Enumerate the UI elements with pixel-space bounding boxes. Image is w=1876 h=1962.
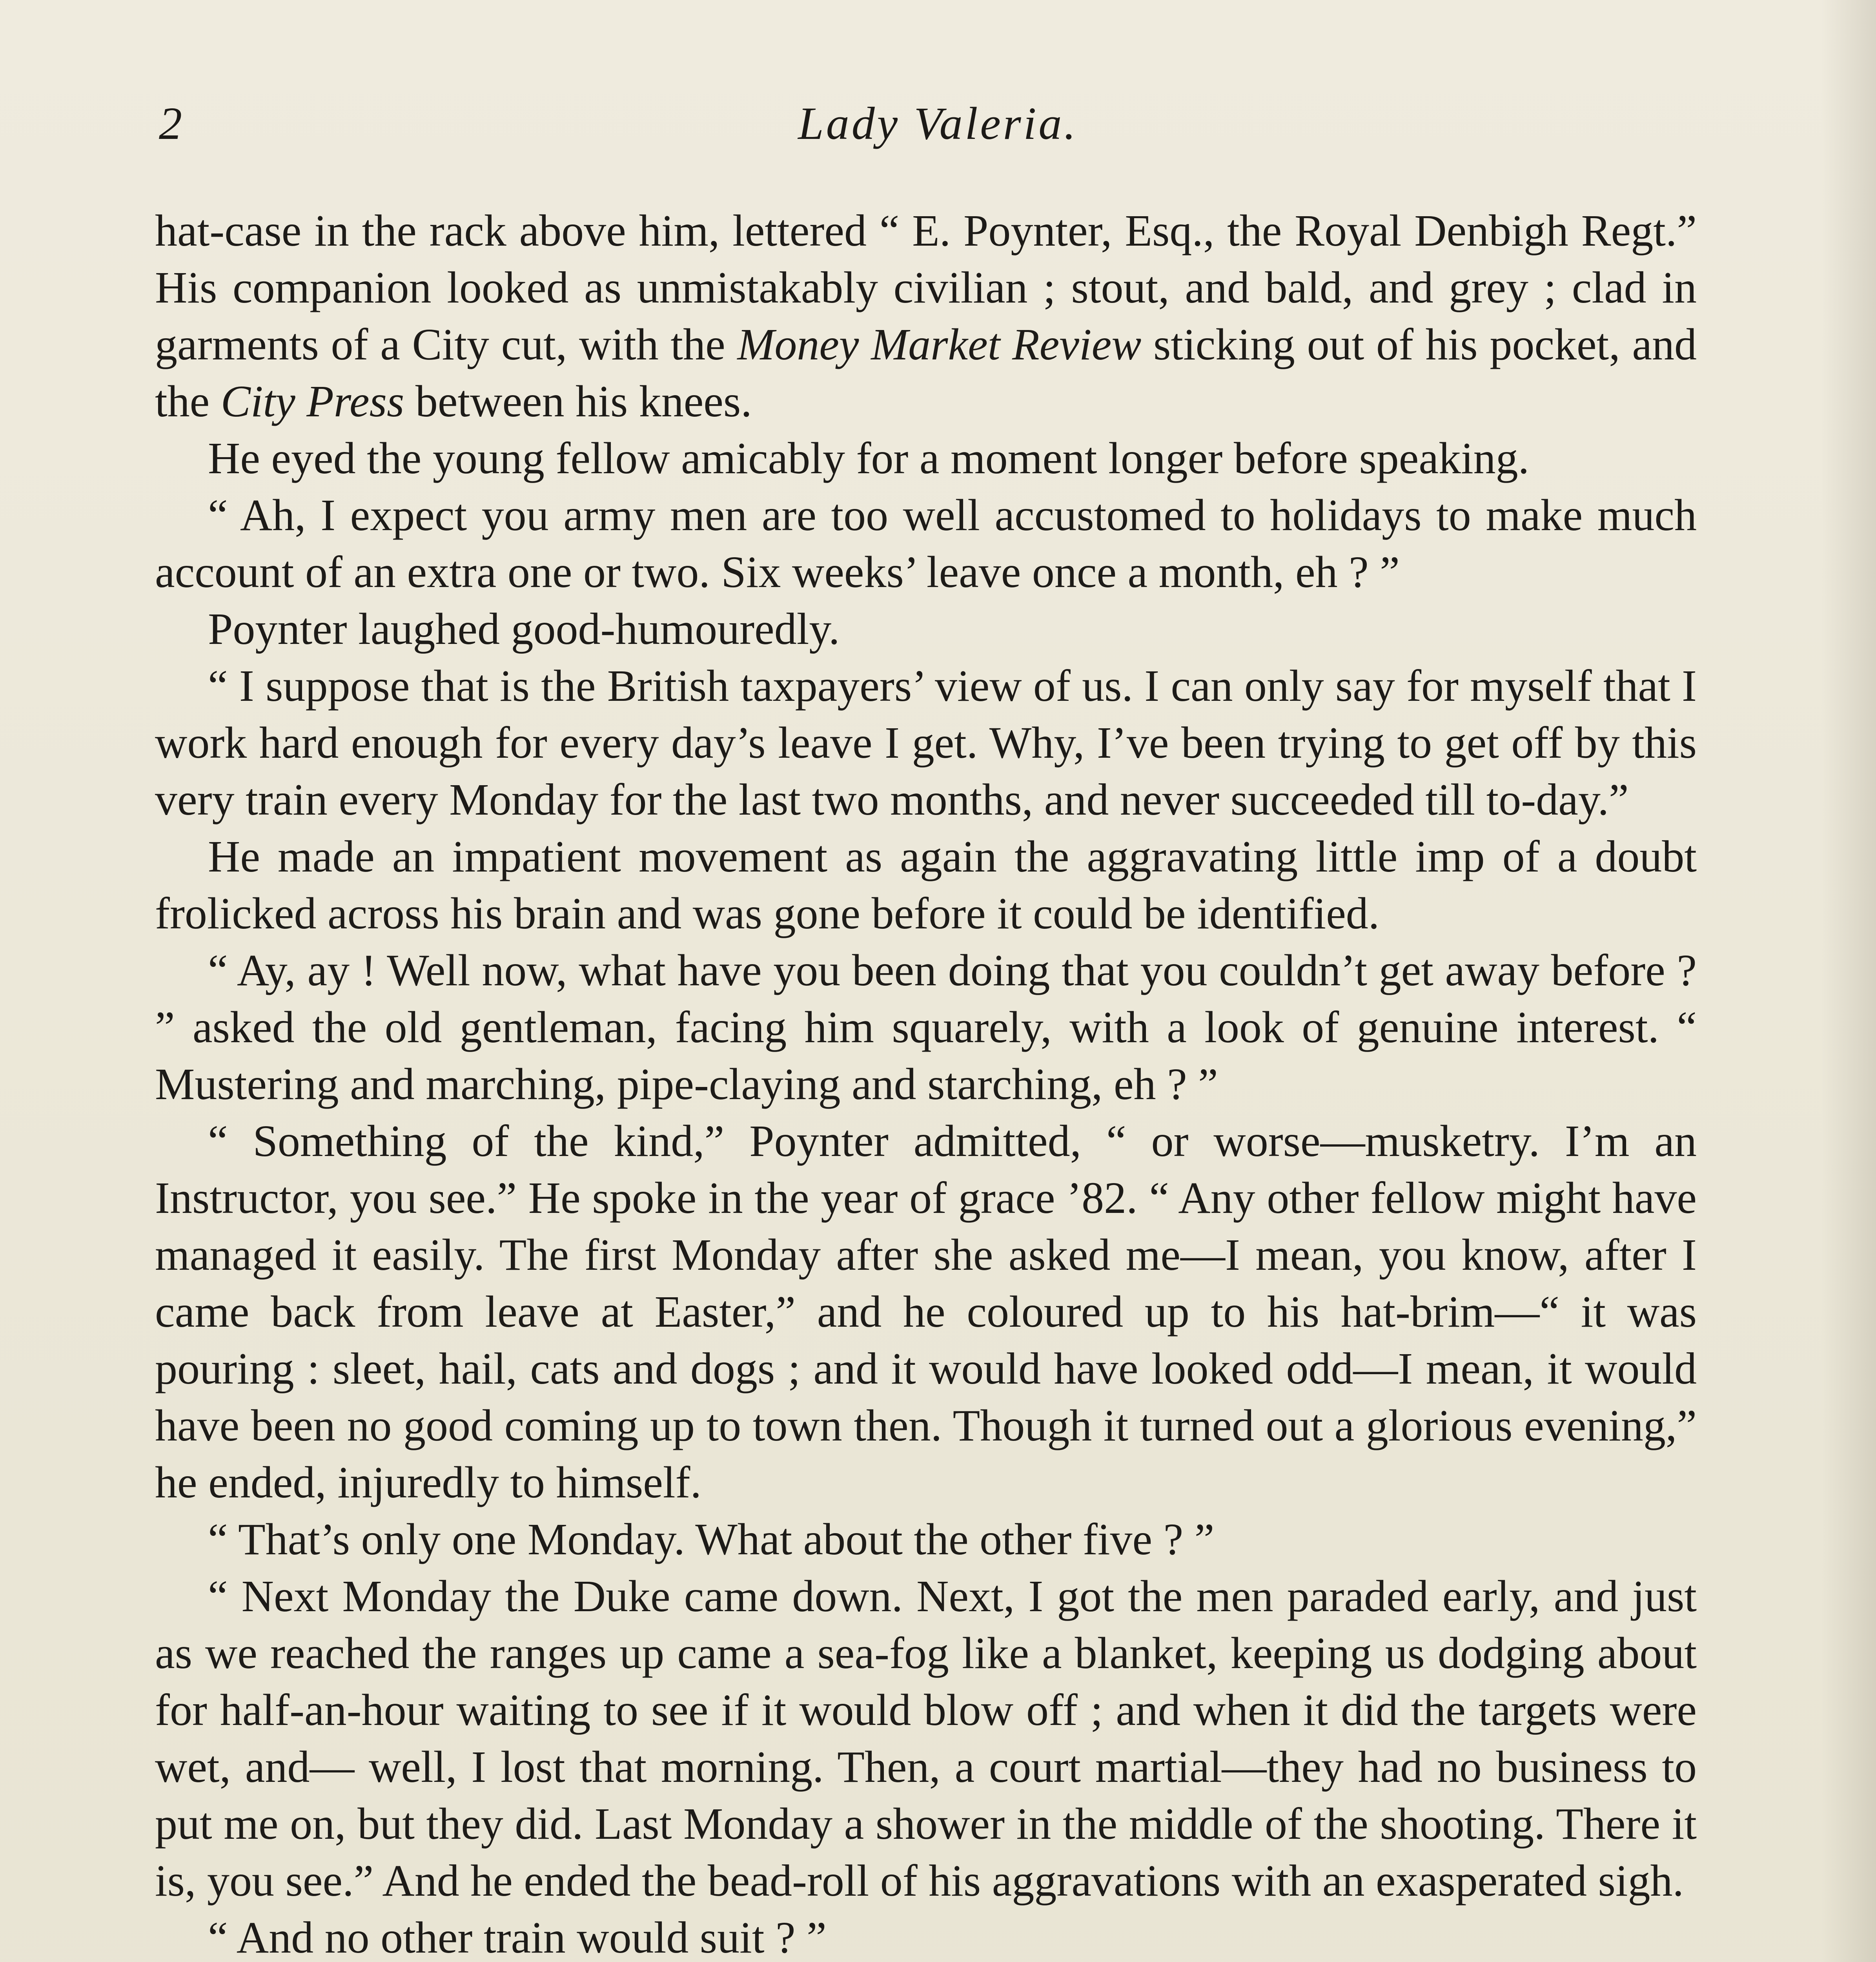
paragraph: “ Something of the kind,” Poynter admitted, “ or worse—musketry. I’m an Instructor, you see.” He spoke in the year of grace ’82. “ Any other fellow might have managed it easily. The first Monday after she asked me—I mean, you know, after I came back from leave at Easter,” and he coloured up to his hat-brim—“ it was pouring : sleet, hail, cats and dogs ; and it would have looked odd—I mean, it would have been no good coming up to town then. Though it turned out a glorious evening,” he ended, injuredly to himself. — [155, 1116, 1697, 1507]
body-text — [155, 202, 1697, 1962]
paragraph — [155, 202, 1697, 430]
running-title: Lady Valeria. — [798, 98, 1078, 149]
paragraph: “ Next Monday the Duke came down. Next, I got the men paraded early, and just as we reached the ranges up came a sea-fog like a blanket, keeping us dodging about for half-an-hour waiting to see if it would blow off ; and when it did the targets were wet, and— well, I lost that morning. Then, a court martial—they had no business to put me on, but they did. Last Monday a shower in the middle of the shooting. There it is, you see.” And he ended the bead-roll of his aggravations with an exasperated sigh. — [155, 1571, 1697, 1905]
page-header — [0, 94, 1876, 157]
paragraph-text: sticking out of his pocket, and the — [155, 319, 1697, 426]
paragraph-text: between his knees. — [404, 376, 752, 426]
italic-title: City Press — [220, 376, 404, 426]
paragraph: He made an impatient movement as again the aggravating little imp of a doubt frolicked across his brain and was gone before it could be identified. — [155, 831, 1697, 938]
paragraph: He eyed the young fellow amicably for a moment longer before speaking. — [208, 433, 1530, 483]
page-edge-shadow — [1821, 0, 1876, 1962]
paragraph: “ Ah, I expect you army men are too well accustomed to holidays to make much account of an extra one or two. Six weeks’ leave once a month, eh ? ” — [155, 490, 1697, 597]
paragraph-text: hat-case in the rack above him, lettered “ E. Poynter, Esq., the Royal Denbigh Regt.” His companion looked as unmistakably civilian ; stout, and bald, and grey ; clad in garments of a City cut, with the — [155, 206, 1697, 369]
italic-title: Money Market Review — [737, 319, 1142, 369]
paragraph: Poynter laughed good-humouredly. — [208, 604, 840, 654]
page-number: 2 — [159, 98, 182, 149]
paragraph: “ That’s only one Monday. What about the other five ? ” — [208, 1514, 1215, 1564]
paragraph: “ And no other train would suit ? ” — [208, 1913, 827, 1962]
paragraph: “ Ay, ay ! Well now, what have you been doing that you couldn’t get away before ? ” asked the old gentleman, facing him squarely, with a look of genuine interest. “ Mustering and marching, pipe-claying and starching, eh ? ” — [155, 945, 1697, 1109]
paragraph: “ I suppose that is the British taxpayers’ view of us. I can only say for myself that I work hard enough for every day’s leave I get. Why, I’ve been trying to get off by this very train every Monday for the last two months, and never succeeded till to-day.” — [155, 661, 1697, 824]
